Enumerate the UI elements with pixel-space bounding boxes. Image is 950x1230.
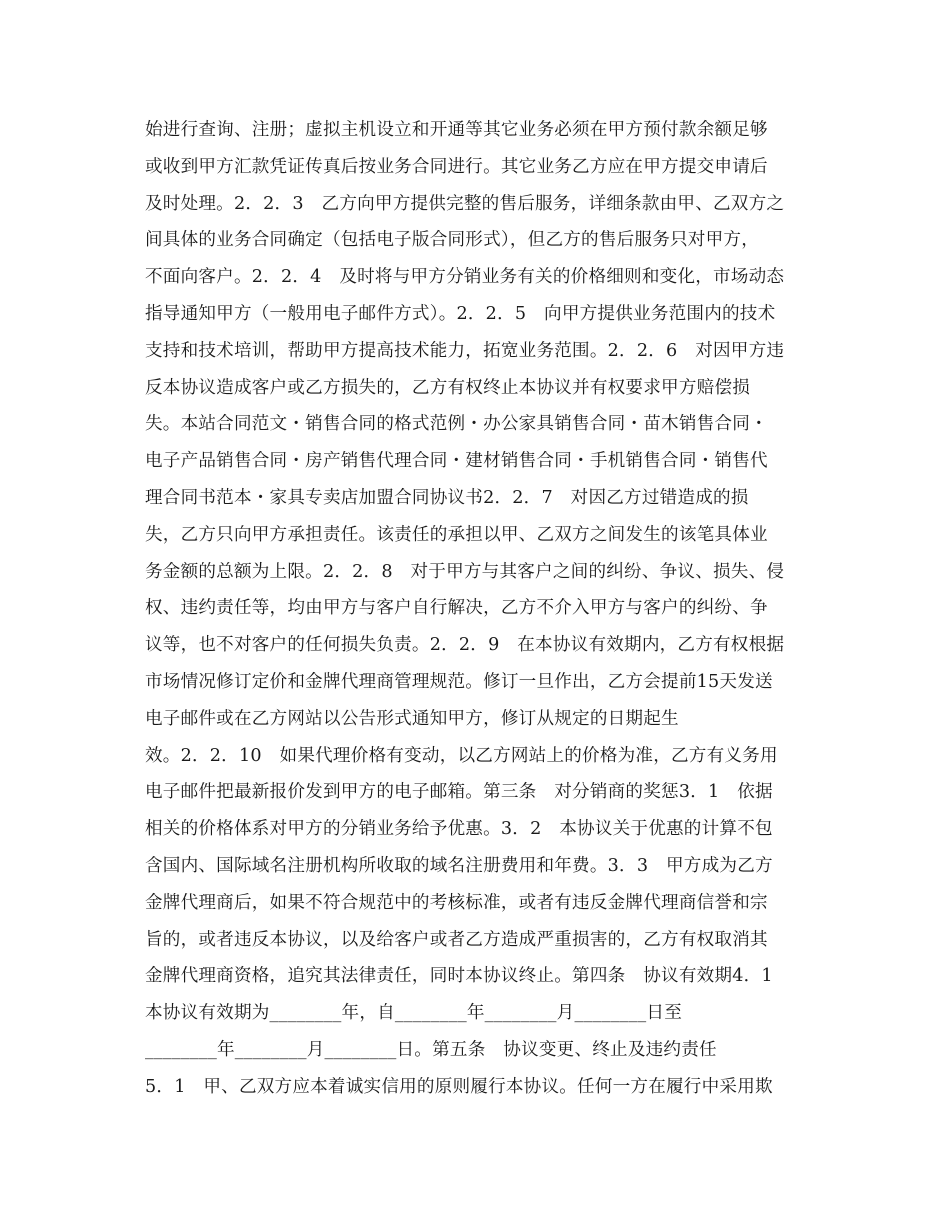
text-line: 指导通知甲方（一般用电子邮件方式）。2．2．5 向甲方提供业务范围内的技术 <box>145 303 776 324</box>
text-line: 及时处理。2．2．3 乙方向甲方提供完整的售后服务，详细条款由甲、乙双方之 <box>145 193 785 214</box>
text-line: 或收到甲方汇款凭证传真后按业务合同进行。其它业务乙方应在甲方提交申请后 <box>145 156 768 177</box>
text-line: 市场情况修订定价和金牌代理商管理规范。修订一旦作出，乙方会提前15天发送 <box>145 671 773 692</box>
text-line: 议等，也不对客户的任何损失负责。2．2．9 在本协议有效期内，乙方有权根据 <box>145 635 785 656</box>
text-line: 不面向客户。2．2．4 及时将与甲方分销业务有关的价格细则和变化，市场动态 <box>145 267 785 288</box>
text-line: 支持和技术培训，帮助甲方提高技术能力，拓宽业务范围。2．2．6 对因甲方违 <box>145 340 785 361</box>
text-line: 电子邮件或在乙方网站以公告形式通知甲方，修订从规定的日期起生 <box>145 708 679 729</box>
text-line: 反本协议造成客户或乙方损失的，乙方有权终止本协议并有权要求甲方赔偿损 <box>145 377 750 398</box>
text-line: 效。2．2．10 如果代理价格有变动，以乙方网站上的价格为准，乙方有义务用 <box>145 745 778 766</box>
text-line: 电子邮件把最新报价发到甲方的电子邮箱。第三条 对分销商的奖惩3．1 依据 <box>145 782 773 803</box>
text-line: 间具体的业务合同确定（包括电子版合同形式），但乙方的售后服务只对甲方， <box>145 230 759 251</box>
contract-body-text <box>145 112 825 1106</box>
text-line: 含国内、国际域名注册机构所收取的域名注册费用和年费。3．3 甲方成为乙方 <box>145 855 773 876</box>
text-line: 权、违约责任等，均由甲方与客户自行解决，乙方不介入甲方与客户的纠纷、争 <box>145 598 768 619</box>
text-line: 始进行查询、注册；虚拟主机设立和开通等其它业务必须在甲方预付款余额足够 <box>145 120 768 140</box>
text-line: 5．1 甲、乙双方应本着诚实信用的原则履行本协议。任何一方在履行中采用欺 <box>145 1076 773 1097</box>
text-line: 务金额的总额为上限。2．2．8 对于甲方与其客户之间的纠纷、争议、损失、侵 <box>145 561 785 582</box>
text-line: 相关的价格体系对甲方的分销业务给予优惠。3．2 本协议关于优惠的计算不包 <box>145 819 773 840</box>
text-line: 本协议有效期为________年，自________年________月________日至 <box>145 1003 683 1024</box>
text-line: ________年________月________日。第五条 协议变更、终止及违约责任 <box>145 1039 717 1060</box>
text-line: 失，乙方只向甲方承担责任。该责任的承担以甲、乙双方之间发生的该笔具体业 <box>145 524 768 545</box>
text-line: 旨的，或者违反本协议，以及给客户或者乙方造成严重损害的，乙方有权取消其 <box>145 929 768 950</box>
text-line: 金牌代理商资格，追究其法律责任，同时本协议终止。第四条 协议有效期4．1 <box>145 966 773 987</box>
text-line: 失。本站合同范文・销售合同的格式范例・办公家具销售合同・苗木销售合同・ <box>145 414 768 435</box>
text-line: 理合同书范本・家具专卖店加盟合同协议书2．2．7 对因乙方过错造成的损 <box>145 487 749 508</box>
text-line: 电子产品销售合同・房产销售代理合同・建材销售合同・手机销售合同・销售代 <box>145 451 768 472</box>
text-line: 金牌代理商后，如果不符合规范中的考核标准，或者有违反金牌代理商信誉和宗 <box>145 892 768 913</box>
